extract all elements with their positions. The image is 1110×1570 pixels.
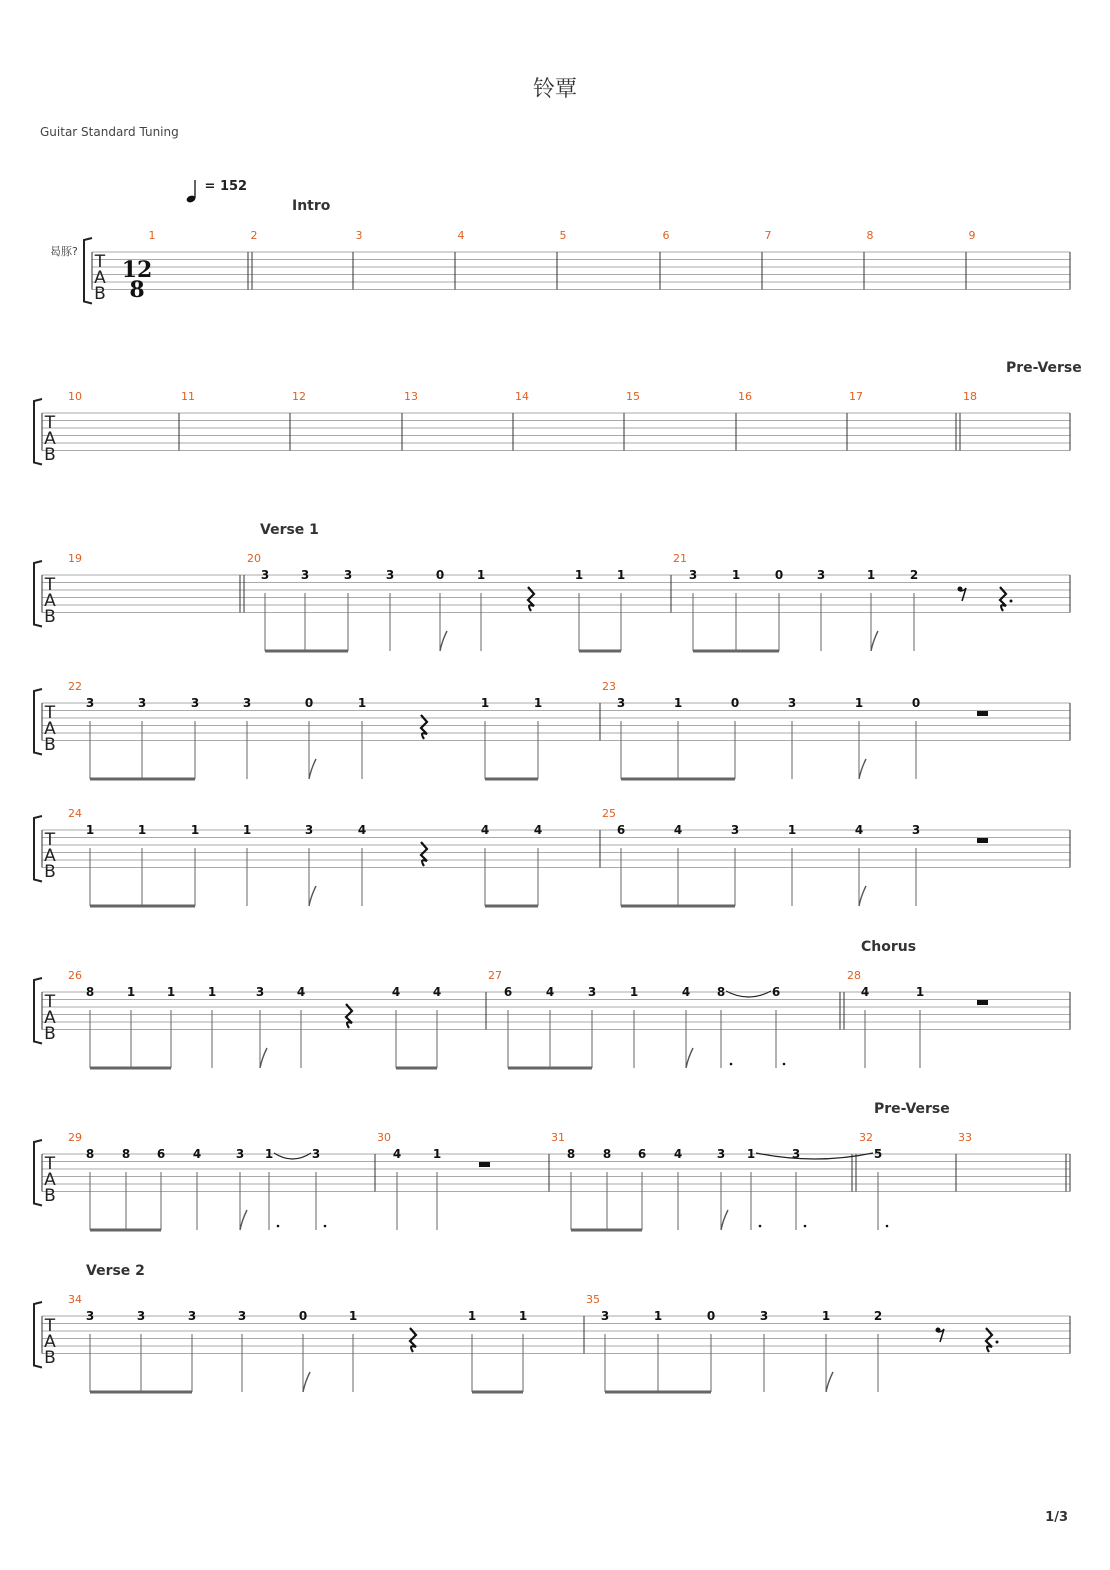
fret-number: 1: [854, 696, 864, 710]
eighth-flag: [721, 1210, 728, 1230]
fret-number: 3: [716, 1147, 726, 1161]
rhythm-dot: [804, 1225, 807, 1228]
fret-number: 8: [85, 985, 95, 999]
fret-number: 3: [137, 696, 147, 710]
tab-clef-letter: A: [44, 719, 56, 739]
fret-number: 1: [480, 696, 490, 710]
fret-number: 1: [207, 985, 217, 999]
fret-number: 1: [821, 1309, 831, 1323]
measure-number: 12: [292, 390, 306, 403]
system-bracket: [34, 399, 42, 465]
tab-clef-letter: B: [44, 1186, 56, 1206]
tab-clef-letter: T: [44, 413, 56, 433]
tab-clef-letter: T: [44, 1316, 56, 1336]
quarter-rest: [410, 1328, 416, 1352]
tab-clef-letter: B: [44, 445, 56, 465]
fret-number: 1: [915, 985, 925, 999]
fret-number: 4: [480, 823, 490, 837]
fret-number: 1: [357, 696, 367, 710]
fret-number: 1: [673, 696, 683, 710]
fret-number: 3: [616, 696, 626, 710]
fret-number: 4: [392, 1147, 402, 1161]
measure-number: 19: [68, 552, 82, 565]
fret-number: 1: [653, 1309, 663, 1323]
eighth-flag: [309, 886, 316, 906]
system-bracket: [34, 978, 42, 1044]
system-bracket: [34, 1140, 42, 1206]
fret-number: 4: [854, 823, 864, 837]
fret-number: 3: [587, 985, 597, 999]
tab-clef-letter: A: [44, 429, 56, 449]
fret-number: 1: [866, 568, 876, 582]
fret-number: 3: [343, 568, 353, 582]
measure-number: 7: [764, 229, 772, 242]
tab-clef-letter: A: [44, 1170, 56, 1190]
fret-number: 8: [85, 1147, 95, 1161]
measure-number: 11: [181, 390, 195, 403]
fret-number: 3: [190, 696, 200, 710]
quarter-rest: [528, 587, 534, 611]
tab-clef-letter: B: [94, 284, 106, 304]
measure-number: 9: [968, 229, 976, 242]
measure-number: 14: [515, 390, 529, 403]
measure-number: 22: [68, 680, 82, 693]
fret-number: 3: [304, 823, 314, 837]
measure-number: 24: [68, 807, 82, 820]
fret-number: 1: [190, 823, 200, 837]
measure-number: 31: [551, 1131, 565, 1144]
eighth-flag: [859, 886, 866, 906]
tab-clef-letter: B: [44, 862, 56, 882]
fret-number: 3: [136, 1309, 146, 1323]
fret-number: 0: [706, 1309, 716, 1323]
eighth-flag: [260, 1048, 267, 1068]
fret-number: 4: [432, 985, 442, 999]
measure-number: 25: [602, 807, 616, 820]
rest-dot: [1010, 600, 1013, 603]
fret-number: 6: [503, 985, 513, 999]
measure-number: 5: [559, 229, 567, 242]
fret-number: 1: [746, 1147, 756, 1161]
rhythm-dot: [886, 1225, 889, 1228]
measure-number: 15: [626, 390, 640, 403]
fret-number: 0: [435, 568, 445, 582]
measure-number: 4: [457, 229, 465, 242]
fret-number: 1: [787, 823, 797, 837]
fret-number: 3: [311, 1147, 321, 1161]
quarter-rest: [346, 1004, 352, 1028]
half-rest: [977, 1000, 988, 1005]
fret-number: 8: [716, 985, 726, 999]
tab-clef-letter: A: [44, 1332, 56, 1352]
half-rest: [977, 838, 988, 843]
measure-number: 3: [355, 229, 363, 242]
fret-number: 2: [909, 568, 919, 582]
eighth-flag: [871, 631, 878, 651]
fret-number: 3: [816, 568, 826, 582]
fret-number: 1: [574, 568, 584, 582]
fret-number: 6: [616, 823, 626, 837]
fret-number: 1: [264, 1147, 274, 1161]
fret-number: 0: [298, 1309, 308, 1323]
tab-clef-letter: B: [44, 1348, 56, 1368]
eighth-flag: [303, 1372, 310, 1392]
eighth-flag: [309, 759, 316, 779]
section-chorus: Chorus: [861, 939, 917, 955]
quarter-rest: [1000, 587, 1006, 611]
eighth-flag: [240, 1210, 247, 1230]
page-number: 1/3: [1045, 1510, 1068, 1525]
measure-number: 33: [958, 1131, 972, 1144]
measure-number: 8: [866, 229, 874, 242]
fret-number: 6: [637, 1147, 647, 1161]
eighth-flag: [686, 1048, 693, 1068]
fret-number: 1: [533, 696, 543, 710]
measure-number: 13: [404, 390, 418, 403]
half-rest: [479, 1162, 490, 1167]
fret-number: 3: [237, 1309, 247, 1323]
fret-number: 4: [357, 823, 367, 837]
measure-number: 18: [963, 390, 977, 403]
fret-number: 3: [791, 1147, 801, 1161]
measure-number: 23: [602, 680, 616, 693]
fret-number: 3: [600, 1309, 610, 1323]
measure-number: 30: [377, 1131, 391, 1144]
measure-number: 2: [250, 229, 258, 242]
measure-number: 34: [68, 1293, 82, 1306]
tab-clef-letter: A: [94, 268, 106, 288]
fret-number: 1: [137, 823, 147, 837]
rhythm-dot: [730, 1063, 733, 1066]
fret-number: 1: [432, 1147, 442, 1161]
tab-clef-letter: A: [44, 846, 56, 866]
fret-number: 0: [304, 696, 314, 710]
fret-number: 4: [681, 985, 691, 999]
fret-number: 3: [235, 1147, 245, 1161]
fret-number: 1: [85, 823, 95, 837]
section-verse-1: Verse 1: [260, 522, 319, 538]
tab-clef-letter: B: [44, 1024, 56, 1044]
fret-number: 1: [242, 823, 252, 837]
measure-number: 20: [247, 552, 261, 565]
fret-number: 1: [166, 985, 176, 999]
rhythm-dot: [759, 1225, 762, 1228]
measure-number: 17: [849, 390, 863, 403]
tab-clef-letter: A: [44, 591, 56, 611]
fret-number: 4: [533, 823, 543, 837]
fret-number: 2: [873, 1309, 883, 1323]
measure-number: 28: [847, 969, 861, 982]
rhythm-dot: [277, 1225, 280, 1228]
tab-clef-letter: T: [44, 703, 56, 723]
fret-number: 3: [242, 696, 252, 710]
fret-number: 1: [467, 1309, 477, 1323]
tab-clef-letter: T: [44, 992, 56, 1012]
time-signature-top: 12: [121, 257, 153, 283]
fret-number: 4: [673, 1147, 683, 1161]
tab-clef-letter: T: [44, 830, 56, 850]
system-bracket: [34, 689, 42, 755]
fret-number: 3: [385, 568, 395, 582]
system-bracket: [84, 238, 92, 304]
quarter-rest: [986, 1328, 992, 1352]
measure-number: 21: [673, 552, 687, 565]
tab-clef-letter: T: [44, 1154, 56, 1174]
measure-number: 32: [859, 1131, 873, 1144]
quarter-rest: [421, 842, 427, 866]
time-signature-bottom: 8: [129, 277, 145, 303]
eighth-flag: [440, 631, 447, 651]
fret-number: 4: [192, 1147, 202, 1161]
fret-number: 8: [566, 1147, 576, 1161]
measure-number: 16: [738, 390, 752, 403]
system-bracket: [34, 816, 42, 882]
tab-clef-letter: A: [44, 1008, 56, 1028]
eighth-flag: [826, 1372, 833, 1392]
measure-number: 6: [662, 229, 670, 242]
fret-number: 1: [126, 985, 136, 999]
section-verse-2: Verse 2: [86, 1263, 145, 1279]
tab-clef-letter: T: [94, 252, 106, 272]
fret-number: 3: [187, 1309, 197, 1323]
measure-number: 10: [68, 390, 82, 403]
tab-clef-letter: T: [44, 575, 56, 595]
fret-number: 4: [860, 985, 870, 999]
measure-number: 1: [148, 229, 156, 242]
system-bracket: [34, 561, 42, 627]
eighth-flag: [859, 759, 866, 779]
fret-number: 3: [759, 1309, 769, 1323]
fret-number: 8: [121, 1147, 131, 1161]
section-intro: Intro: [292, 198, 331, 214]
measure-number: 35: [586, 1293, 600, 1306]
fret-number: 0: [774, 568, 784, 582]
fret-number: 3: [255, 985, 265, 999]
fret-number: 4: [673, 823, 683, 837]
fret-number: 3: [911, 823, 921, 837]
tab-clef-letter: B: [44, 735, 56, 755]
section-pre-verse-2: Pre-Verse: [874, 1101, 950, 1117]
fret-number: 6: [771, 985, 781, 999]
quarter-rest: [421, 715, 427, 739]
fret-number: 8: [602, 1147, 612, 1161]
tab-clef-letter: B: [44, 607, 56, 627]
fret-number: 1: [476, 568, 486, 582]
fret-number: 1: [616, 568, 626, 582]
rest-dot: [996, 1341, 999, 1344]
half-rest: [977, 711, 988, 716]
fret-number: 3: [85, 1309, 95, 1323]
fret-number: 3: [730, 823, 740, 837]
section-pre-verse-1: Pre-Verse: [1006, 360, 1082, 376]
fret-number: 3: [85, 696, 95, 710]
measure-number: 27: [488, 969, 502, 982]
fret-number: 1: [348, 1309, 358, 1323]
system-bracket: [34, 1302, 42, 1368]
fret-number: 4: [296, 985, 306, 999]
fret-number: 5: [873, 1147, 883, 1161]
tuning-label: Guitar Standard Tuning: [40, 125, 179, 139]
fret-number: 1: [731, 568, 741, 582]
measure-number: 29: [68, 1131, 82, 1144]
fret-number: 3: [787, 696, 797, 710]
song-title: 铃覃: [532, 77, 577, 102]
tempo-value: = 152: [204, 179, 248, 194]
fret-number: 4: [545, 985, 555, 999]
rhythm-dot: [783, 1063, 786, 1066]
fret-number: 0: [911, 696, 921, 710]
measure-number: 26: [68, 969, 82, 982]
fret-number: 3: [260, 568, 270, 582]
instrument-label: 曷豚?: [50, 245, 78, 258]
fret-number: 1: [629, 985, 639, 999]
fret-number: 3: [688, 568, 698, 582]
fret-number: 0: [730, 696, 740, 710]
fret-number: 6: [156, 1147, 166, 1161]
fret-number: 4: [391, 985, 401, 999]
fret-number: 3: [300, 568, 310, 582]
rhythm-dot: [324, 1225, 327, 1228]
fret-number: 1: [518, 1309, 528, 1323]
